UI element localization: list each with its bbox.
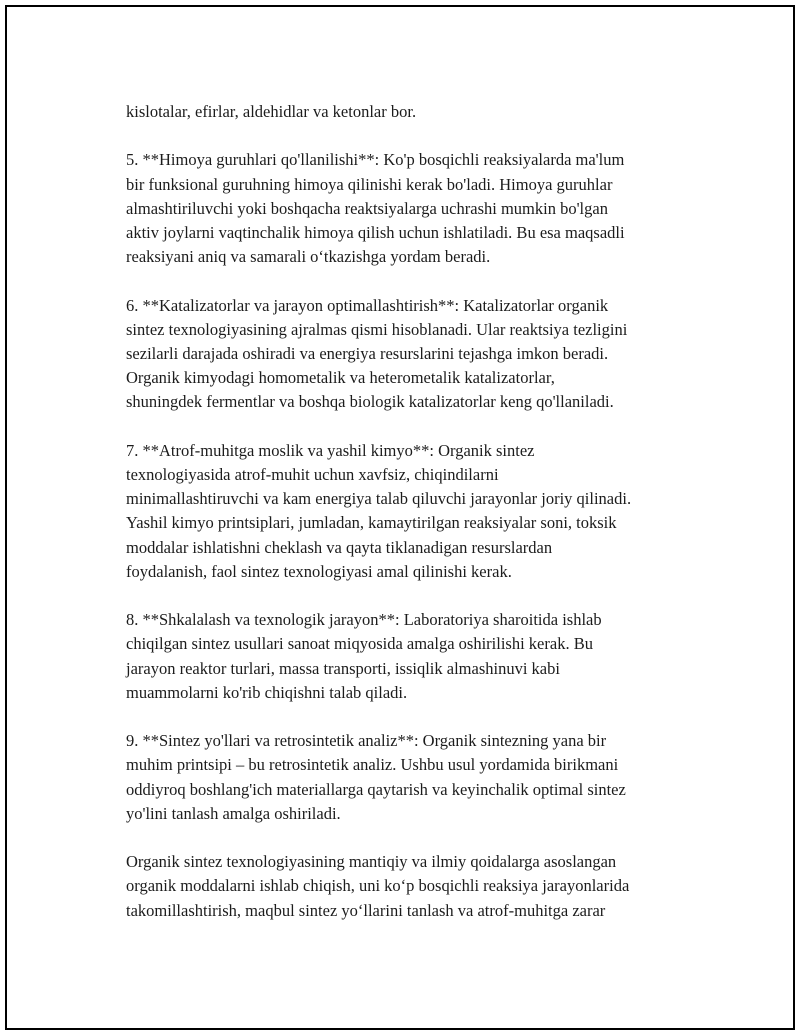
text-line: shuningdek fermentlar va boshqa biologik katalizatorlar keng qo'llaniladi.: [126, 392, 614, 412]
text-line: takomillashtirish, maqbul sintez yo‘llarini tanlash va atrof-muhitga zarar: [126, 900, 606, 920]
text-line: texnologiyasida atrof-muhit uchun xavfsiz, chiqindilarni: [126, 465, 499, 484]
text-line: 6. **Katalizatorlar va jarayon optimallashtirish**: Katalizatorlar organik: [126, 295, 609, 315]
text-line: sintez texnologiyasining ajralmas qismi hisoblanadi. Ular reaktsiya tezligini: [126, 319, 628, 339]
paragraph-conclusion: [126, 850, 698, 923]
text-line: yo'lini tanlash amalga oshiriladi.: [126, 803, 341, 823]
text-line: 5. **Himoya guruhlari qo'llanilishi**: Ko'p bosqichli reaksiyalarda ma'lum: [126, 150, 625, 170]
text-line: muammolarni ko'rib chiqishni talab qiladi.: [126, 682, 408, 702]
text-line: jarayon reaktor turlari, massa transporti, issiqlik almashinuvi kabi: [126, 658, 560, 678]
text-line: Organik sintez texnologiyasining mantiqiy va ilmiy qoidalarga asoslangan: [126, 852, 617, 872]
text-line: 8. **Shkalalash va texnologik jarayon**: Laboratoriya sharoitida ishlab: [126, 610, 602, 630]
text-line: oddiyroq boshlang'ich materiallarga qaytarish va keyinchalik optimal sintez: [126, 779, 626, 799]
text-line: bir funksional guruhning himoya qilinishi kerak bo'ladi. Himoya guruhlar: [126, 174, 613, 194]
text-line: foydalanish, faol sintez texnologiyasi amal qilinishi kerak.: [126, 561, 512, 581]
text-line: aktiv joylarni vaqtinchalik himoya qilish uchun ishlatiladi. Bu esa maqsadli: [126, 223, 625, 242]
text-line: minimallashtiruvchi va kam energiya talab qiluvchi jarayonlar joriy qilinadi.: [126, 489, 632, 509]
paragraph-item-5-protecting-groups: [126, 148, 698, 269]
page-frame: [5, 5, 795, 1030]
document-body: [126, 100, 698, 923]
text-line: kislotalar, efirlar, aldehidlar va ketonlar bor.: [126, 102, 417, 121]
text-line: sezilarli darajada oshiradi va energiya resurslarini tejashga imkon beradi.: [126, 344, 609, 363]
paragraph-item-9-retrosynthesis: [126, 729, 698, 826]
text-line: organik moddalarni ishlab chiqish, uni ko‘p bosqichli reaksiya jarayonlarida: [126, 876, 630, 896]
text-line: almashtiriluvchi yoki boshqacha reaktsiyalarga uchrashi mumkin bo'lgan: [126, 198, 608, 218]
text-line: Yashil kimyo printsiplari, jumladan, kamaytirilgan reaksiyalar soni, toksik: [126, 513, 617, 533]
paragraph-item-6-catalysts: [126, 294, 698, 415]
text-line: 9. **Sintez yo'llari va retrosintetik analiz**: Organik sintezning yana bir: [126, 731, 607, 751]
text-line: 7. **Atrof-muhitga moslik va yashil kimyo**: Organik sintez: [126, 440, 535, 460]
text-line: Organik kimyodagi homometalik va heterometalik katalizatorlar,: [126, 368, 555, 388]
text-line: chiqilgan sintez usullari sanoat miqyosida amalga oshirilishi kerak. Bu: [126, 634, 593, 654]
text-line: reaksiyani aniq va samarali o‘tkazishga yordam beradi.: [126, 247, 491, 267]
paragraph-item-8-scaling: [126, 608, 698, 705]
paragraph-continuation: [126, 100, 698, 124]
paragraph-item-7-green-chemistry: [126, 439, 698, 584]
text-line: moddalar ishlatishni cheklash va qayta tiklanadigan resurslardan: [126, 537, 553, 557]
text-line: muhim printsipi – bu retrosintetik analiz. Ushbu usul yordamida birikmani: [126, 755, 619, 775]
